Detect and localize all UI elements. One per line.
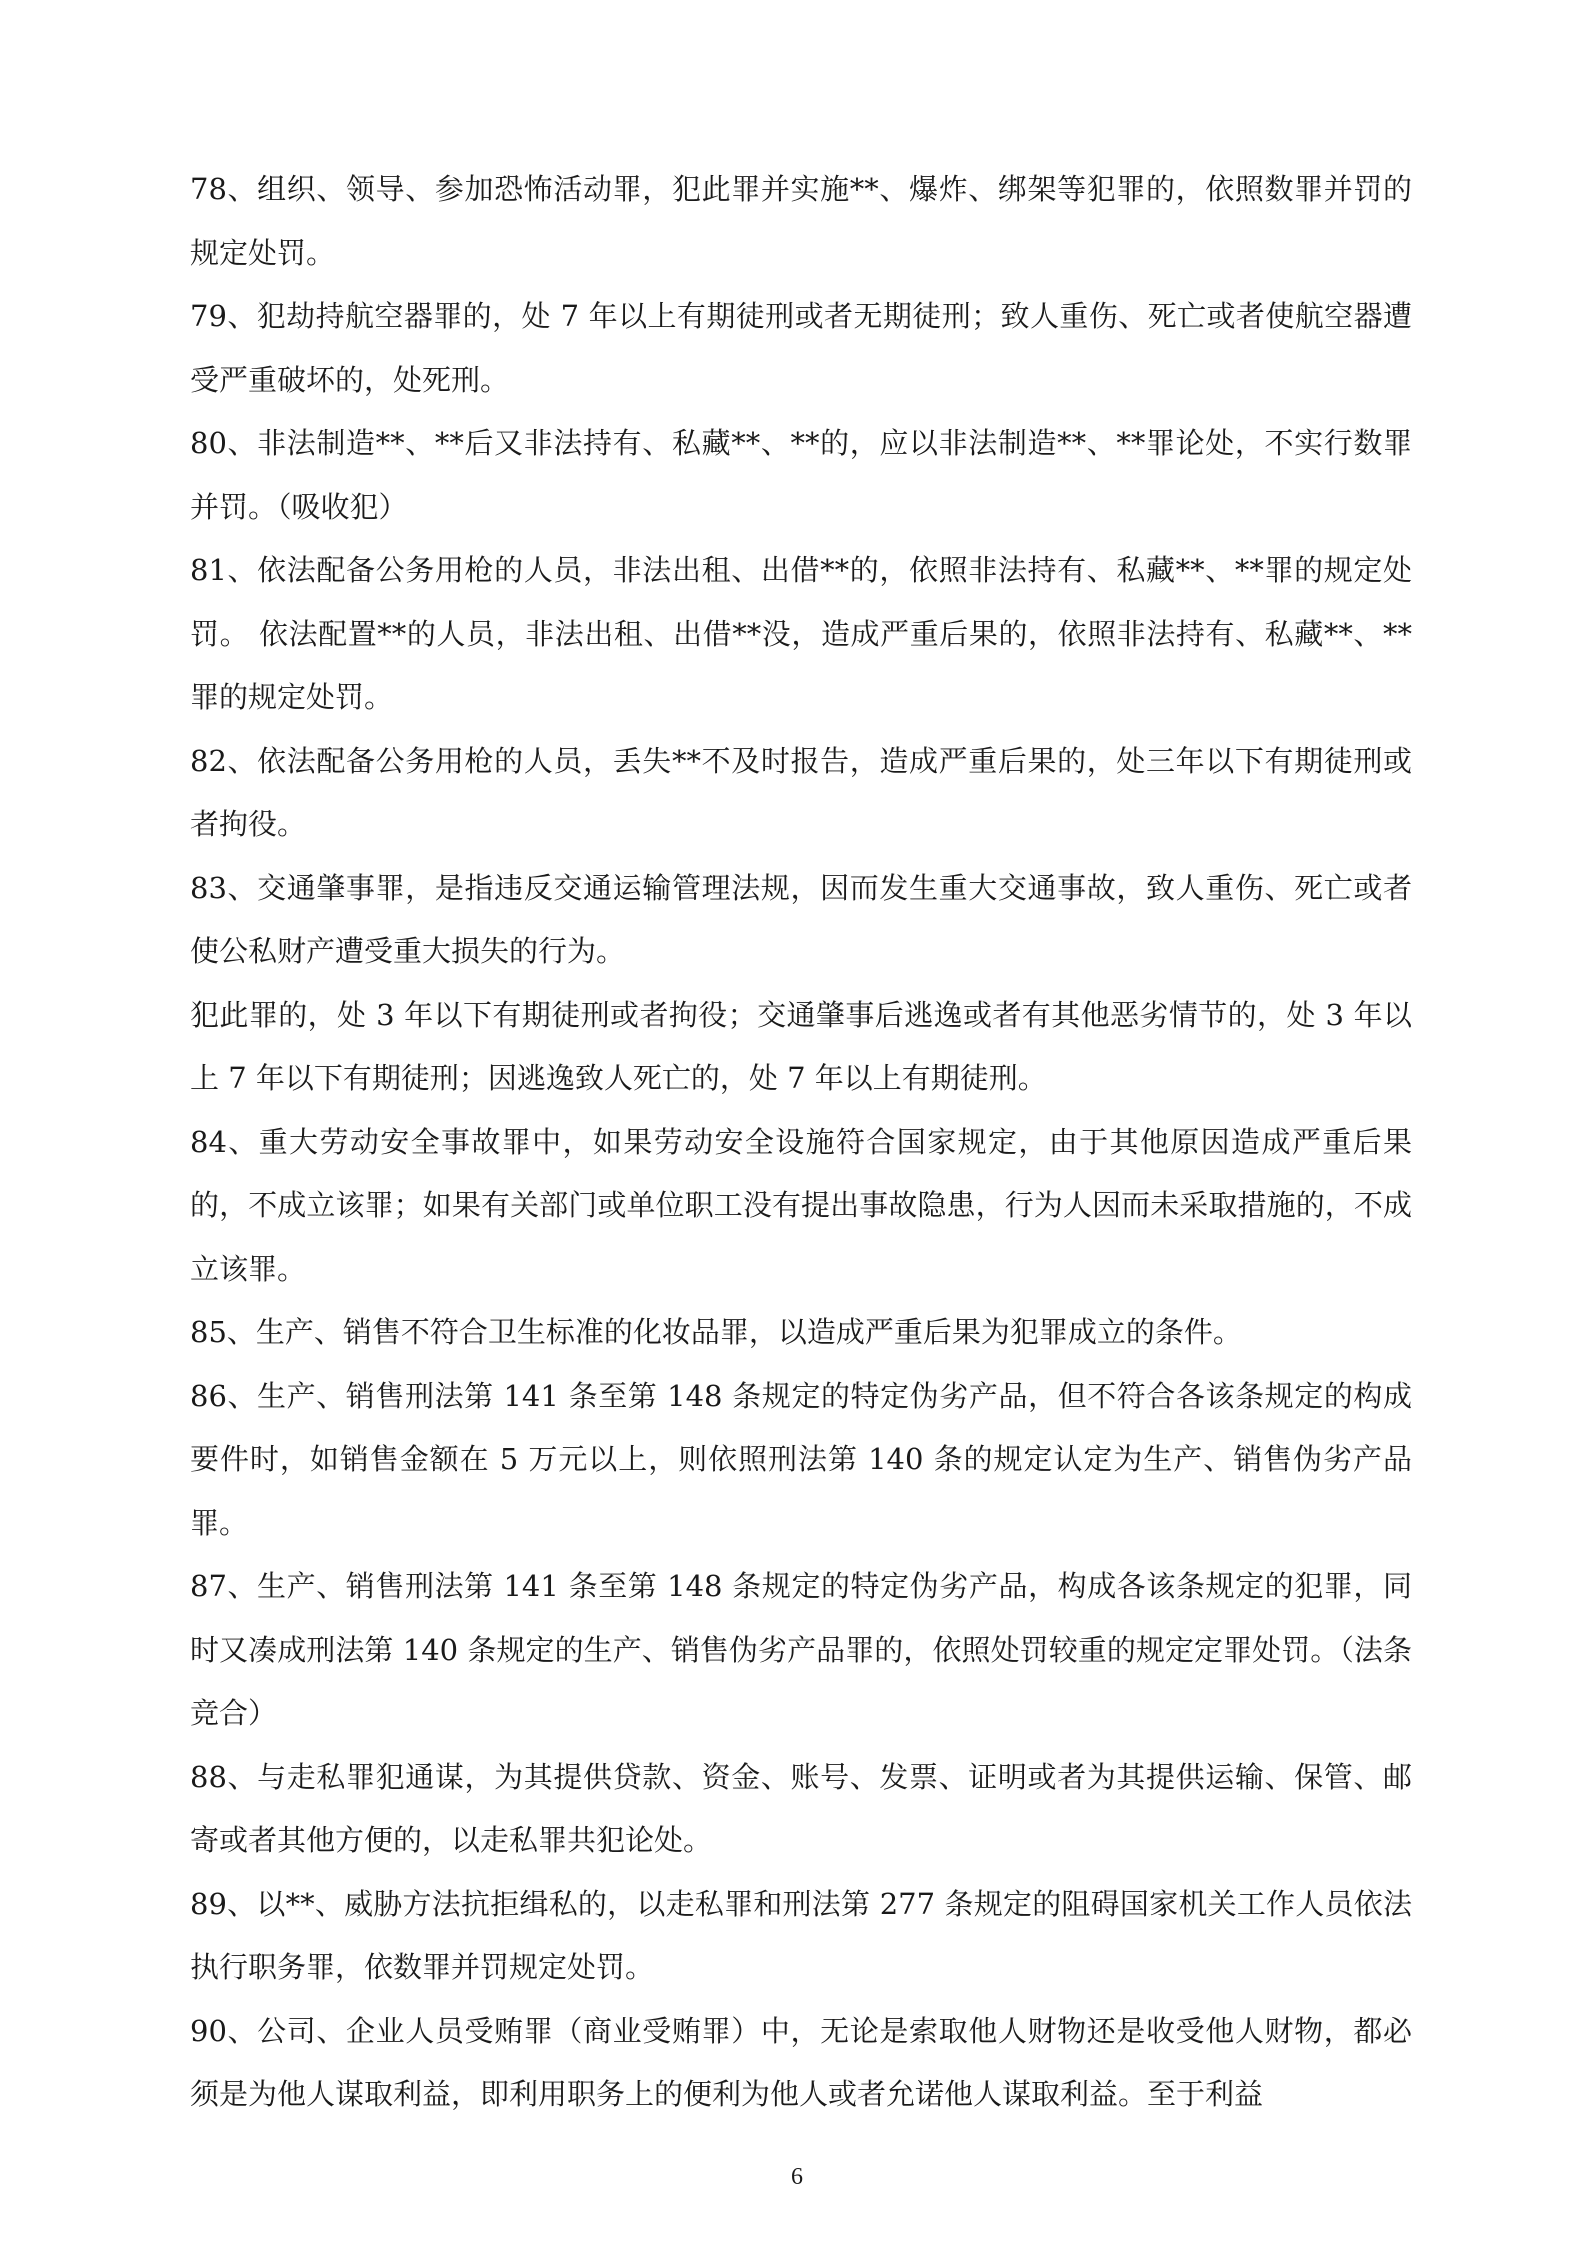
document-body [190, 158, 1412, 2127]
paragraph-87: 87、生产、销售刑法第 141 条至第 148 条规定的特定伪劣产品，构成各该条规定的犯罪，同时又凑成刑法第 140 条规定的生产、销售伪劣产品罪的，依照处罚较重的规定定罪处罚。（法条竞合） [190, 1569, 1412, 1730]
paragraph-83: 83、交通肇事罪，是指违反交通运输管理法规，因而发生重大交通事故，致人重伤、死亡或者使公私财产遭受重大损失的行为。 [190, 870, 1412, 968]
paragraph-86: 86、生产、销售刑法第 141 条至第 148 条规定的特定伪劣产品，但不符合各该条规定的构成要件时，如销售金额在 5 万元以上，则依照刑法第 140 条的规定认定为生产、销售伪劣产品罪。 [190, 1378, 1412, 1540]
paragraph-88: 88、与走私罪犯通谋，为其提供贷款、资金、账号、发票、证明或者为其提供运输、保管、邮寄或者其他方便的，以走私罪共犯论处。 [190, 1759, 1412, 1857]
paragraph-82: 82、依法配备公务用枪的人员，丢失**不及时报告，造成严重后果的，处三年以下有期徒刑或者拘役。 [190, 743, 1412, 841]
paragraph-81: 81、依法配备公务用枪的人员，非法出租、出借**的，依照非法持有、私藏**、**罪的规定处罚。 依法配置**的人员，非法出租、出借**没，造成严重后果的，依照非法持有、私藏**、**罪的规定处罚。 [190, 553, 1412, 714]
page-number: 6 [791, 2164, 803, 2190]
paragraph-84: 84、重大劳动安全事故罪中，如果劳动安全设施符合国家规定，由于其他原因造成严重后果的，不成立该罪；如果有关部门或单位职工没有提出事故隐患，行为人因而未采取措施的，不成立该罪。 [190, 1124, 1412, 1286]
paragraph-83-continued: 犯此罪的，处 3 年以下有期徒刑或者拘役；交通肇事后逃逸或者有其他恶劣情节的，处 3 年以上 7 年以下有期徒刑；因逃逸致人死亡的，处 7 年以上有期徒刑。 [190, 997, 1412, 1095]
paragraph-78: 78、组织、领导、参加恐怖活动罪，犯此罪并实施**、爆炸、绑架等犯罪的，依照数罪并罚的规定处罚。 [190, 172, 1412, 270]
paragraph-80: 80、非法制造**、**后又非法持有、私藏**、**的，应以非法制造**、**罪论处，不实行数罪并罚。（吸收犯） [190, 426, 1412, 524]
paragraph-79: 79、犯劫持航空器罪的，处 7 年以上有期徒刑或者无期徒刑；致人重伤、死亡或者使航空器遭受严重破坏的，处死刑。 [190, 299, 1412, 397]
paragraph-85: 85、生产、销售不符合卫生标准的化妆品罪，以造成严重后果为犯罪成立的条件。 [190, 1315, 1242, 1349]
paragraph-90: 90、公司、企业人员受贿罪（商业受贿罪）中，无论是索取他人财物还是收受他人财物，都必须是为他人谋取利益，即利用职务上的便利为他人或者允诺他人谋取利益。至于利益 [190, 2013, 1412, 2111]
paragraph-89: 89、以**、威胁方法抗拒缉私的，以走私罪和刑法第 277 条规定的阻碍国家机关工作人员依法执行职务罪，依数罪并罚规定处罚。 [190, 1886, 1412, 1984]
